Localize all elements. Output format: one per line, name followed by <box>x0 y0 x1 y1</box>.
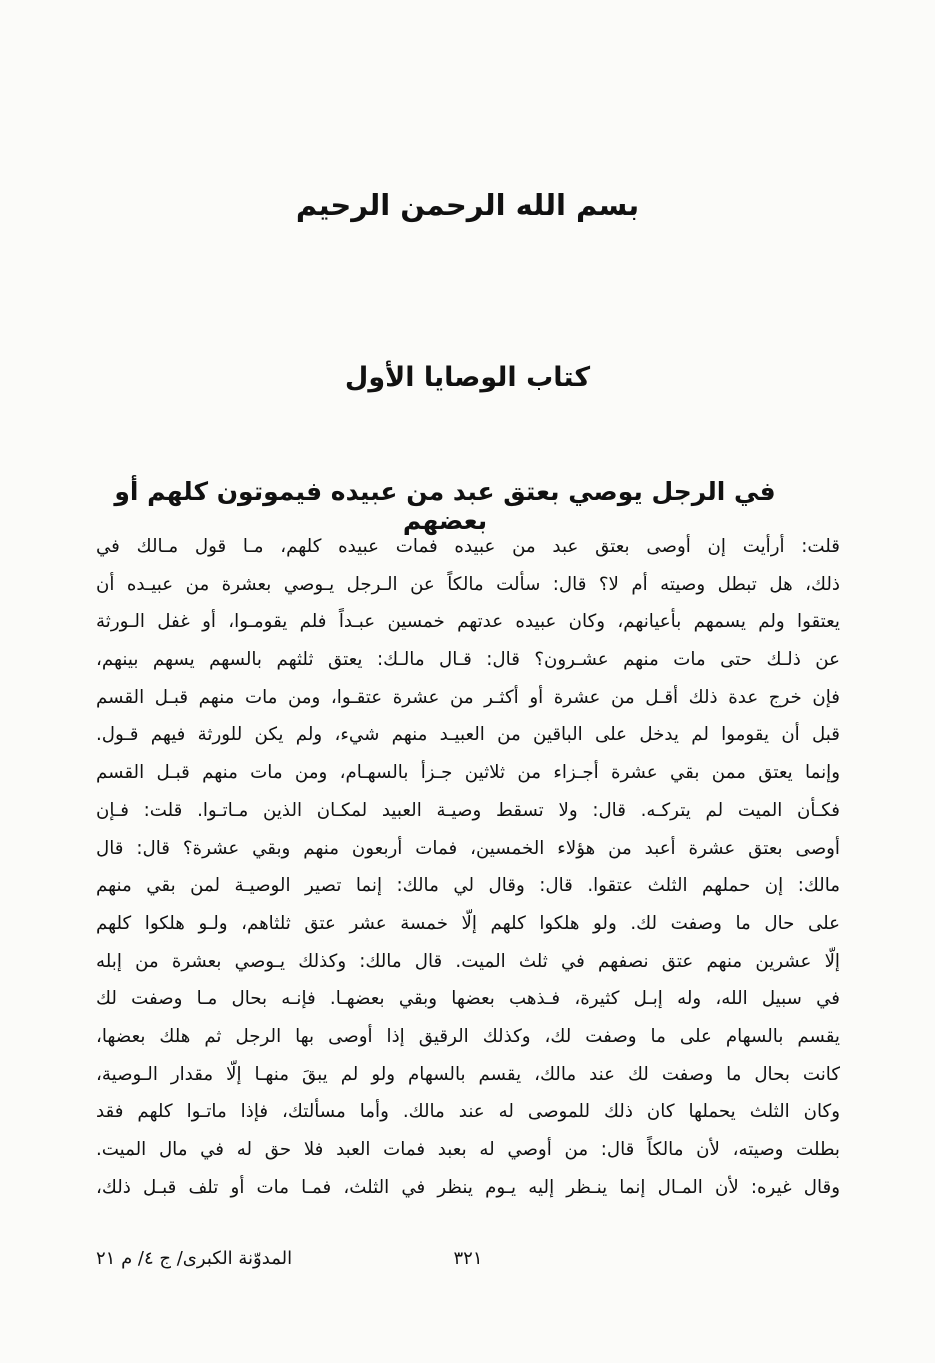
section-title: في الرجل يوصي بعتق عبد من عبيده فيموتون كلهم أو بعضهم <box>114 477 776 535</box>
text-line: قبل أن يقوموا لم يدخل على الباقين من العبيـد منهم شيء، ولم يكن للورثة فيهم قـول. <box>96 724 840 746</box>
text-line: وقال غيره: لأن المـال إنما ينـظر إليه يـوم ينظر في الثلث، فمـا مات أو تلف قبـل ذلك، <box>96 1176 840 1198</box>
text-line: يعتقوا ولم يسمهم بأعيانهم، وكان عبيده عدتهم خمسين عبـداً فلم يقومـوا، أو غفل الـورثة <box>96 611 840 633</box>
text-line: فإن خرج عدة ذلك أقـل من عشرة أو أكثـر من عشرة عتقـوا، ومن مات منهم قبـل القسم <box>96 686 840 708</box>
text-line: كانت بحال ما وصفت لك عند مالك، يقسم بالسهام ولو لم يبقَ منهـا إلّا مقدار الـوصية، <box>96 1063 840 1085</box>
text-line: بطلت وصيته، لأن مالكاً قال: من أوصي له بعبد فمات العبد فلا حق له في مال الميت. <box>96 1139 840 1160</box>
text-line: وكان الثلث يحملها كان ذلك للموصى له عند مالك. وأما مسألتك، فإذا ماتـوا كلهم فقد <box>96 1101 840 1123</box>
text-line: يقسم بالسهام على ما وصفت لك، وكذلك الرقيق إذا أوصى بها الرجل ثم هلك بعضها، <box>96 1025 840 1047</box>
text-line: وإنما يعتق ممن بقي عشرة أجـزاء من ثلاثين جـزأ بالسهـام، ومن مات منهم قبـل القسم <box>96 762 840 784</box>
page-footer <box>96 1248 840 1278</box>
text-line: في سبيل الله، وله إبـل كثيرة، فـذهب بعضها وبقي بعضهـا. فإنـه بحال مـا وصفت لك <box>96 988 840 1010</box>
text-line: أوصى بعتق عشرة أعبد من هؤلاء الخمسين، فمات أربعون منهم وبقي عشرة؟ قال: قال <box>96 837 840 859</box>
text-line: مالك: إن حملهم الثلث عتقوا. قال: وقال لي مالك: إنما تصير الوصيـة لمن بقي منهم <box>96 875 840 897</box>
text-line: على حال ما وصفت لك. ولو هلكوا كلهم إلّا خمسة عشر عتق ثلثاهم، ولـو هلكوا كلهم <box>96 912 840 934</box>
basmala-heading: بسم الله الرحمن الرحيم <box>295 188 640 222</box>
body-text <box>96 528 840 1206</box>
text-line: عن ذلـك حتى مات منهم عشـرون؟ قال: قـال مالـك: يعتق ثلثهم بالسهم يسهم بينهم، <box>96 649 840 671</box>
book-title: كتاب الوصايا الأول <box>344 362 591 393</box>
text-line: إلّا عشرين منهم عتق نصفهم في ثلث الميت. قال مالك: وكذلك يـوصي بعشرة من إبله <box>96 950 840 972</box>
text-line: قلت: أرأيت إن أوصى بعتق عبد من عبيده فمات عبيده كلهم، مـا قول مـالك في <box>96 536 840 557</box>
text-line: ذلك، هل تبطل وصيته أم لا؟ قال: سألت مالكاً عن الـرجل يـوصي بعشرة من عبيـده أن <box>96 573 840 595</box>
page-number: ٣٢١ <box>453 1248 483 1269</box>
volume-signature: المدوّنة الكبرى/ ج ٤/ م ٢١ <box>96 1248 293 1269</box>
text-line: فكـأن الميت لم يتركـه. قال: ولا تسقط وصيـة العبيد لمكـان الذين مـاتـوا. قلت: فـإن <box>96 799 840 821</box>
